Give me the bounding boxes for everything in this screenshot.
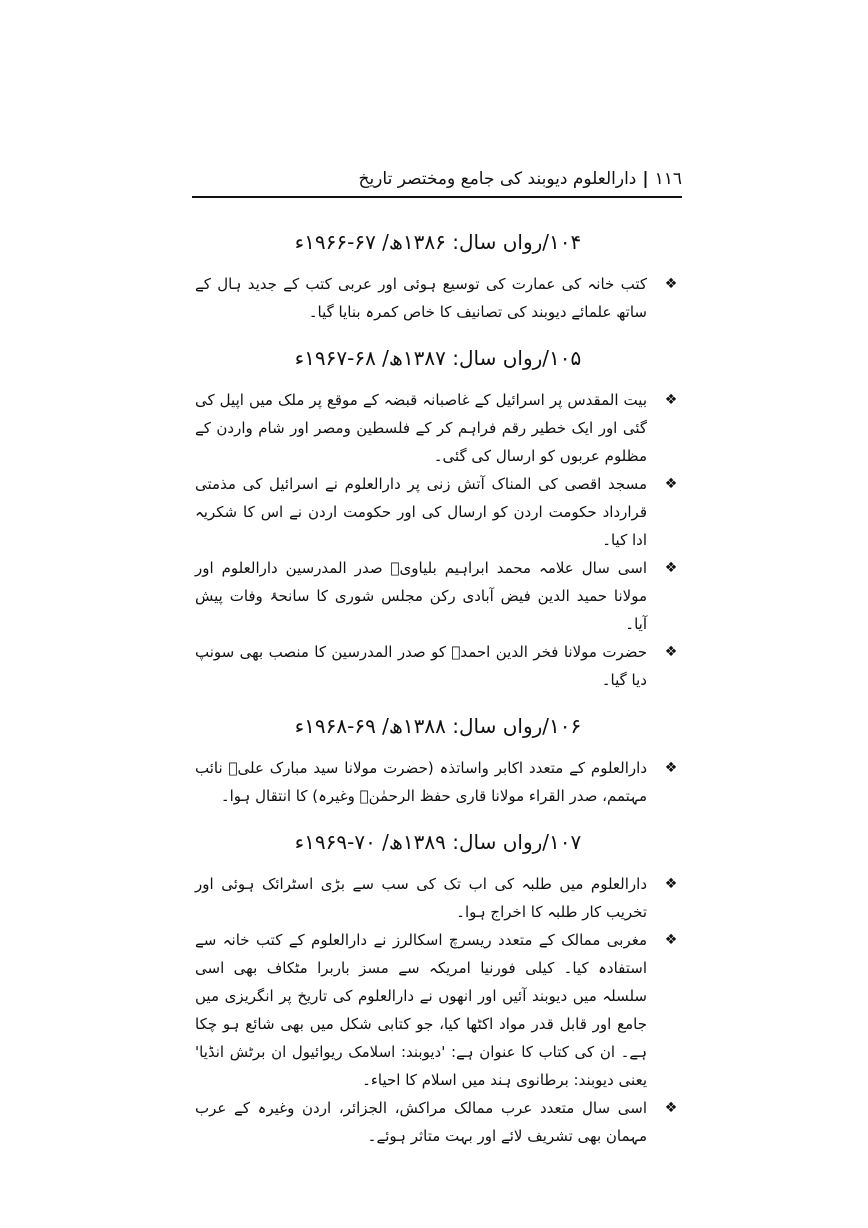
diamond-bullet-icon: ❖ xyxy=(664,932,678,948)
diamond-bullet-icon: ❖ xyxy=(664,760,678,776)
header-separator: | xyxy=(642,169,649,189)
diamond-bullet-icon: ❖ xyxy=(664,560,678,576)
list-item xyxy=(195,386,681,470)
list-item xyxy=(195,554,681,638)
list-item xyxy=(195,754,681,810)
list-item xyxy=(195,926,681,1094)
list-item-text: مغربی ممالک کے متعدد ریسرچ اسکالرز نے دارالعلوم کے کتب خانہ سے استفادہ کیا۔ کیلی فورنیا امریکہ سے مسز باربرا مٹکاف بھی اسی سلسلہ میں دیوبند آئیں اور انھوں نے دارالعلوم کی تاریخ پر انگریزی میں جامع اور قابل قدر مواد اکٹھا کیا، جو کتابی شکل میں بھی شائع ہو چکا ہے۔ ان کی کتاب کا عنوان ہے: 'دیوبند: اسلامک ریوائیول ان برٹش انڈیا' یعنی دیوبند: برطانوی ہند میں اسلام کا احیاء۔ xyxy=(195,931,647,1089)
year-heading-104: ۱۰۴/رواں سال: ۱۳۸۶ھ/ ۶۷-۱۹۶۶ء xyxy=(294,230,582,254)
diamond-bullet-icon: ❖ xyxy=(664,476,678,492)
list-item xyxy=(195,870,681,926)
year-heading-107: ۱۰۷/رواں سال: ۱۳۸۹ھ/ ۷۰-۱۹۶۹ء xyxy=(294,830,582,854)
list-item xyxy=(195,470,681,554)
year-heading-105: ۱۰۵/رواں سال: ۱۳۸۷ھ/ ۶۸-۱۹۶۷ء xyxy=(294,346,582,370)
diamond-bullet-icon: ❖ xyxy=(664,1100,678,1116)
list-item-text: کتب خانہ کی عمارت کی توسیع ہوئی اور عربی کتب کے جدید ہال کے ساتھ علمائے دیوبند کی تصانیف کا خاص کمرہ بنایا گیا۔ xyxy=(195,275,647,321)
diamond-bullet-icon: ❖ xyxy=(664,876,678,892)
event-list-107 xyxy=(195,870,681,1150)
page-number: ١١٦ xyxy=(654,169,682,189)
list-item-text: دارالعلوم کے متعدد اکابر واساتذہ (حضرت مولانا سید مبارک علیؒ نائب مہتمم، صدر القراء مولانا قاری حفظ الرحمٰنؒ وغیرہ) کا انتقال ہوا۔ xyxy=(195,759,647,805)
list-item-text: اسی سال متعدد عرب ممالک مراکش، الجزائر، اردن وغیرہ کے عرب مہمان بھی تشریف لائے اور بہت متاثر ہوئے۔ xyxy=(195,1099,647,1145)
year-heading-106: ۱۰۶/رواں سال: ۱۳۸۸ھ/ ۶۹-۱۹۶۸ء xyxy=(294,714,582,738)
list-item-text: دارالعلوم میں طلبہ کی اب تک کی سب سے بڑی اسٹرائک ہوئی اور تخریب کار طلبہ کا اخراج ہوا۔ xyxy=(195,875,647,921)
diamond-bullet-icon: ❖ xyxy=(664,276,678,292)
header-rule xyxy=(192,196,682,198)
diamond-bullet-icon: ❖ xyxy=(664,644,678,660)
list-item xyxy=(195,638,681,694)
diamond-bullet-icon: ❖ xyxy=(664,392,678,408)
list-item xyxy=(195,270,681,326)
list-item-text: اسی سال علامہ محمد ابراہیم بلیاویؒ صدر المدرسین دارالعلوم اور مولانا حمید الدین فیض آبادی رکن مجلس شوری کا سانحۂ وفات پیش آیا۔ xyxy=(195,559,647,633)
event-list-105 xyxy=(195,386,681,694)
list-item-text: حضرت مولانا فخر الدین احمدؒ کو صدر المدرسین کا منصب بھی سونپ دیا گیا۔ xyxy=(195,643,647,689)
list-item-text: بیت المقدس پر اسرائیل کے غاصبانہ قبضہ کے موقع پر ملک میں اپیل کی گئی اور ایک خطیر رقم فراہم کر کے فلسطین ومصر اور شام واردن کے مظلوم عربوں کو ارسال کی گئی۔ xyxy=(195,391,647,465)
book-title: دارالعلوم دیوبند کی جامع ومختصر تاریخ xyxy=(358,169,637,189)
event-list-104 xyxy=(195,270,681,326)
list-item-text: مسجد اقصی کی المناک آتش زنی پر دارالعلوم نے اسرائیل کی مذمتی قرارداد حکومت اردن کو ارسال کی اور حکومت اردن نے اس کا شکریہ ادا کیا۔ xyxy=(195,475,647,549)
running-header xyxy=(192,168,682,190)
page-content xyxy=(195,228,681,1168)
list-item xyxy=(195,1094,681,1150)
event-list-106 xyxy=(195,754,681,810)
